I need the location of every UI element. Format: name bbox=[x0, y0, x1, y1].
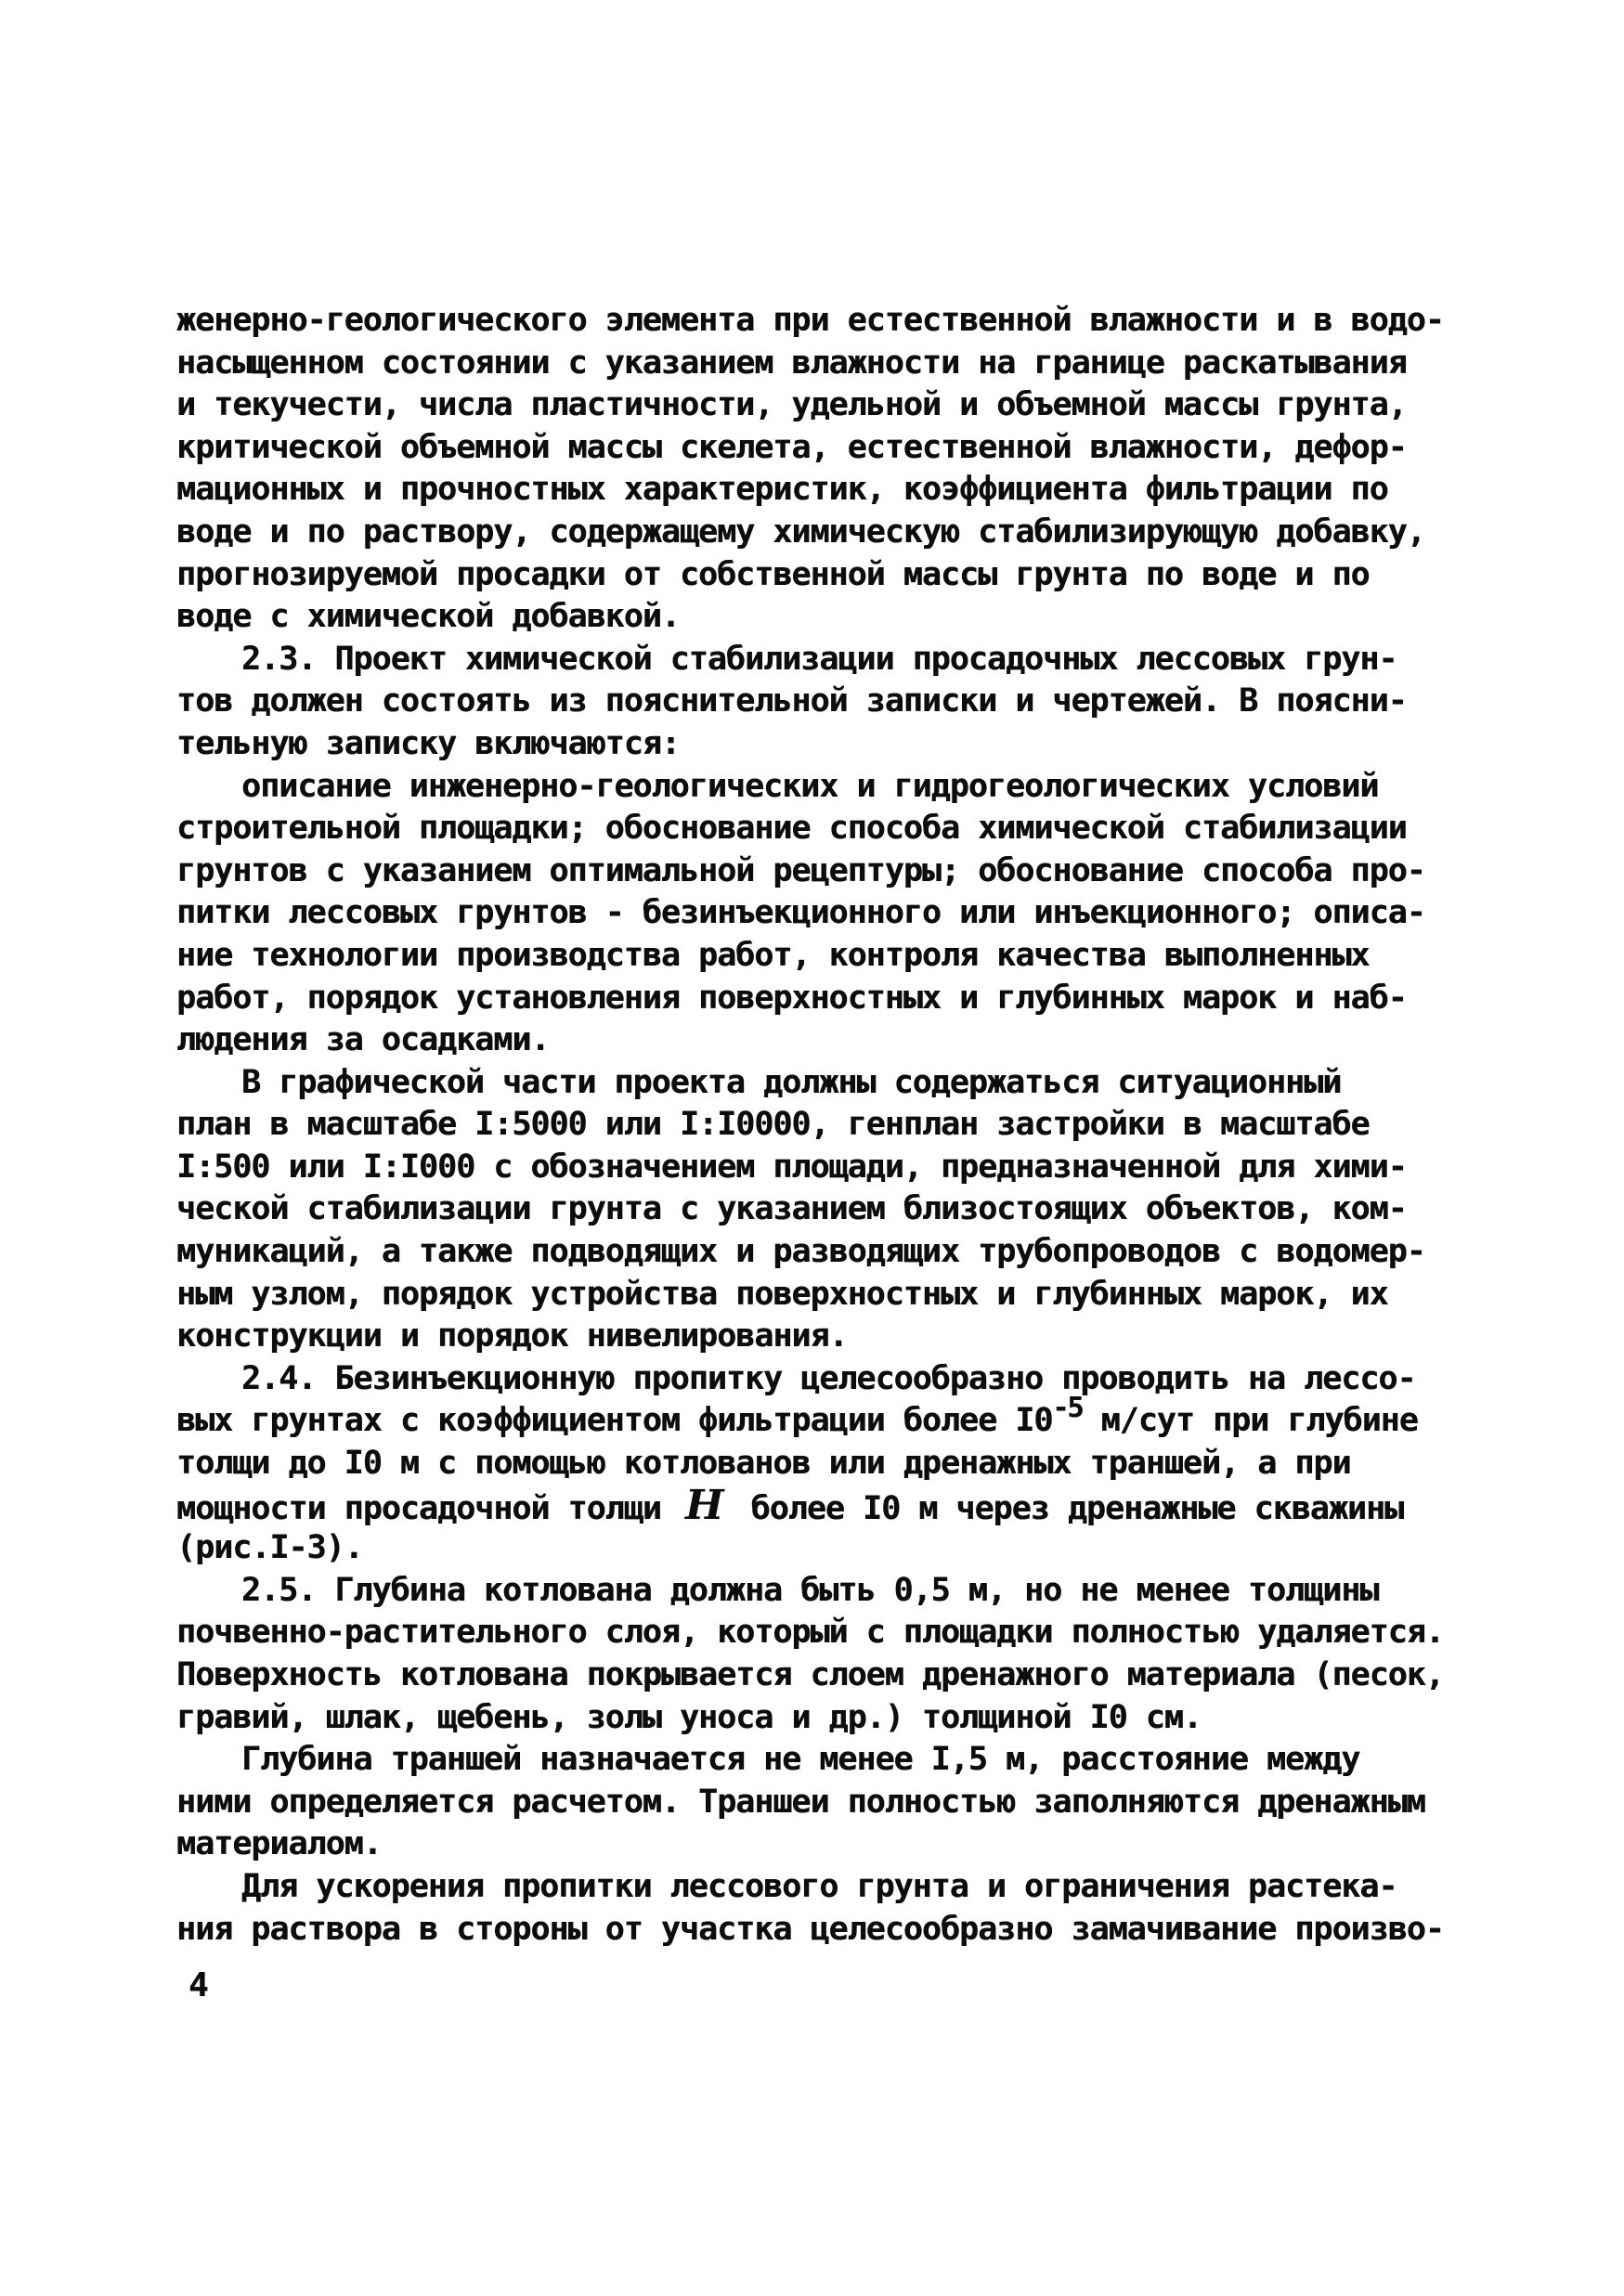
text-line: воде с химической добавкой. bbox=[176, 598, 680, 636]
paragraph bbox=[176, 639, 1476, 766]
paragraph bbox=[176, 1358, 1476, 1570]
text-line: 2.4. Безинъекционную пропитку целесообразно проводить на лессо- bbox=[241, 1359, 1416, 1397]
text-line: ними определяется расчетом. Траншеи полностью заполняются дренажным bbox=[176, 1783, 1425, 1821]
text-line: Для ускорения пропитки лессового грунта и ограничения растека- bbox=[241, 1867, 1397, 1905]
paragraph bbox=[176, 1739, 1476, 1866]
text-line: (рис.I-3). bbox=[176, 1529, 363, 1567]
paragraph bbox=[176, 766, 1476, 1062]
variable-symbol: Н bbox=[684, 1481, 723, 1529]
text-line: насыщенном состоянии с указанием влажности на границе раскатывания bbox=[176, 344, 1407, 382]
text-line: людения за осадками. bbox=[176, 1021, 550, 1059]
text-line: тов должен состоять из пояснительной записки и чертежей. В поясни- bbox=[176, 682, 1407, 720]
text-line: ние технологии производства работ, контроля качества выполненных bbox=[176, 936, 1370, 974]
text-line: критической объемной массы скелета, естественной влажности, дефор- bbox=[176, 428, 1407, 466]
page-number: 4 bbox=[188, 1966, 208, 2004]
text-line: питки лессовых грунтов - безинъекционного или инъекционного; описа- bbox=[176, 894, 1425, 932]
text-line: строительной площадки; обоснование способа химической стабилизации bbox=[176, 810, 1407, 848]
text-line: мощности просадочной толщи Н более I0 м через дренажные скважины bbox=[176, 1481, 1404, 1529]
text-line: конструкции и порядок нивелирования. bbox=[176, 1317, 848, 1356]
text-line: муникаций, а также подводящих и разводящих трубопроводов с водомер- bbox=[176, 1233, 1425, 1271]
text-line: прогнозируемой просадки от собственной массы грунта по воде и по bbox=[176, 555, 1370, 593]
text-line: толщи до I0 м с помощью котлованов или дренажных траншей, а при bbox=[176, 1445, 1351, 1483]
paragraph bbox=[176, 1570, 1476, 1739]
text-line: женерно-геологического элемента при естественной влажности и в водо- bbox=[176, 302, 1444, 339]
text-line: 2.5. Глубина котлована должна быть 0,5 м, но не менее толщины bbox=[241, 1571, 1379, 1609]
text-line: почвенно-растительного слоя, который с площадки полностью удаляется. bbox=[176, 1614, 1444, 1652]
text-line: описание инженерно-геологических и гидрогеологических условий bbox=[241, 767, 1379, 805]
paragraph bbox=[176, 1062, 1476, 1358]
paragraph bbox=[176, 300, 1476, 639]
text-line: грунтов с указанием оптимальной рецептуры; обоснование способа про- bbox=[176, 851, 1425, 889]
text-line: ным узлом, порядок устройства поверхностных и глубинных марок, их bbox=[176, 1275, 1388, 1313]
text-line: воде и по раствору, содержащему химическую стабилизирующую добавку, bbox=[176, 512, 1425, 551]
text-line: тельную записку включаются: bbox=[176, 724, 680, 762]
text-line: мационных и прочностных характеристик, коэффициента фильтрации по bbox=[176, 471, 1388, 509]
text-line: Глубина траншей назначается не менее I,5 м, расстояние между bbox=[241, 1741, 1360, 1779]
text-line: вых грунтах с коэффициентом фильтрации более I0-5 м/сут при глубине bbox=[176, 1400, 1476, 1443]
text-line: ния раствора в стороны от участка целесообразно замачивание произво- bbox=[176, 1910, 1444, 1948]
paragraph bbox=[176, 1866, 1476, 1951]
text-line: 2.3. Проект химической стабилизации просадочных лессовых грун- bbox=[241, 640, 1397, 678]
text-line: ческой стабилизации грунта с указанием близостоящих объектов, ком- bbox=[176, 1190, 1407, 1228]
text-line: материалом. bbox=[176, 1825, 382, 1863]
text-line: план в масштабе I:5000 или I:I0000, генплан застройки в масштабе bbox=[176, 1106, 1370, 1144]
superscript-exponent: -5 bbox=[1052, 1392, 1083, 1425]
text-line: Поверхность котлована покрывается слоем дренажного материала (песок, bbox=[176, 1656, 1444, 1693]
text-line: В графической части проекта должны содержаться ситуационный bbox=[241, 1063, 1342, 1101]
text-line: гравий, шлак, щебень, золы уноса и др.) толщиной I0 см. bbox=[176, 1698, 1202, 1736]
text-block bbox=[176, 300, 1476, 1951]
text-line: I:500 или I:I000 с обозначением площади, предназначенной для хими- bbox=[176, 1148, 1407, 1186]
text-line: работ, порядок установления поверхностных и глубинных марок и наб- bbox=[176, 979, 1407, 1017]
text-line: и текучести, числа пластичности, удельной и объемной массы грунта, bbox=[176, 386, 1407, 424]
